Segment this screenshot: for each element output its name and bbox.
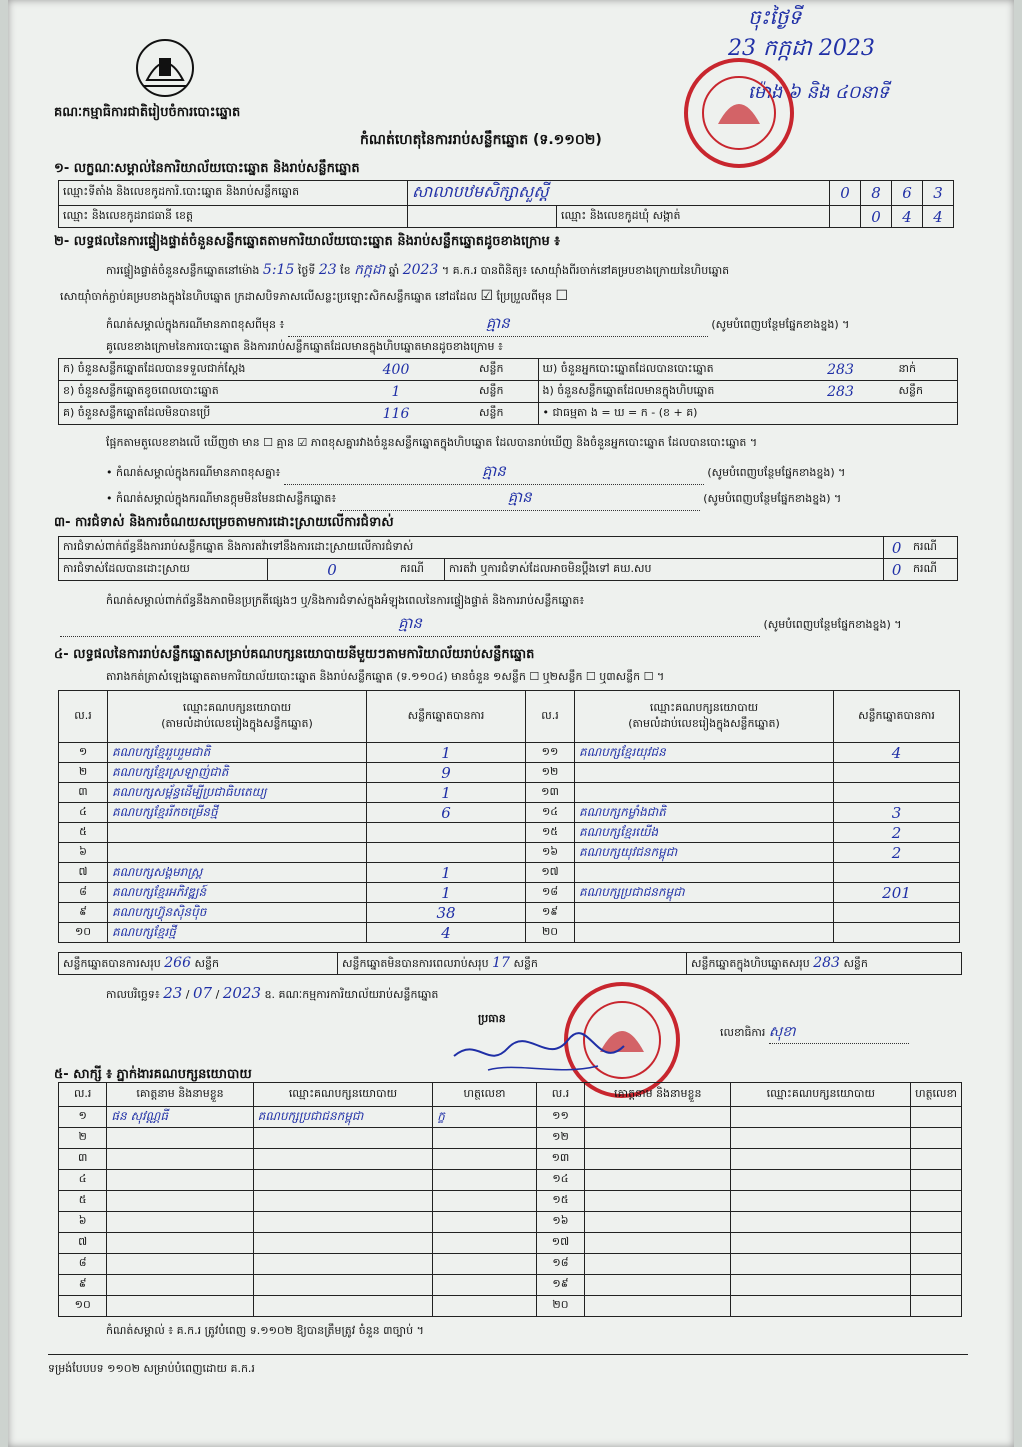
party-votes: 201 xyxy=(834,883,960,903)
witness-signature xyxy=(911,1128,962,1149)
verification-line xyxy=(106,260,966,281)
party-no: ១៥ xyxy=(526,823,575,843)
location-label: ឈ្មោះទីតាំង និងលេខកូដការិ.បោះឆ្នោត និងរាប់សន្លឹកឆ្នោត xyxy=(59,181,408,206)
commune-label: ឈ្មោះ និងលេខកូដឃុំ សង្កាត់ xyxy=(557,206,830,228)
secretary-signature: សុខា xyxy=(768,1024,796,1040)
witness-name xyxy=(107,1254,253,1275)
party-no: ៩ xyxy=(59,903,108,923)
verification-day: 23 xyxy=(318,262,337,278)
irregularity-note-label: កំណត់សម្គាល់ពាក់ព័ន្ធនឹងភាពមិនប្រក្រតីផ្សេងៗ ឬ/និងការជំទាស់ក្នុងអំឡុងពេលនៃការផ្ទៀងផ្ទាត់ និងការរាប់សន្លឹកឆ្នោត៖ xyxy=(106,594,585,607)
witness-no: ៧ xyxy=(59,1233,107,1254)
section5-heading: ៥- សាក្សី ៖ ភ្នាក់ងារគណបក្សនយោបាយ xyxy=(54,1067,252,1082)
party-votes: 2 xyxy=(834,823,960,843)
table-row xyxy=(59,1107,962,1128)
difference-note-line xyxy=(106,314,966,337)
party-votes: 3 xyxy=(834,803,960,823)
witness-no: ១៤ xyxy=(536,1170,584,1191)
witness-col-name-left: គោត្តនាម និងនាមខ្លួន xyxy=(107,1083,253,1107)
discrepancy-line: ផ្អែកតាមតួលេខខាងលើ ឃើញថា មាន ☐ គ្មាន ☑ ភាពខុសគ្នារវាងចំនួនសន្លឹកឆ្នោតក្នុងហិបឆ្នោត ដែលបានរាប់ឃើញ និងចំនួនអ្នកបោះឆ្នោត ដែលបានបោះឆ្នោត ។ xyxy=(106,436,758,449)
irregularity-note-line xyxy=(60,614,960,637)
party-no: ២ xyxy=(59,763,108,783)
changed-label: ប្រែប្រួលពីមុន xyxy=(496,290,552,303)
witness-no: ៤ xyxy=(59,1170,107,1191)
party-votes: 1 xyxy=(367,883,526,903)
table-row xyxy=(59,743,960,763)
verification-month: កក្កដា xyxy=(354,262,386,278)
section3-heading: ៣- ការជំទាស់ និងការចំណយសម្រេចតាមការដោះស្រាយលើការជំទាស់ xyxy=(54,515,394,530)
party-votes: 6 xyxy=(367,803,526,823)
spoiled-unit: សន្លឹក xyxy=(475,381,538,403)
party-no: ១៣ xyxy=(526,783,575,803)
witness-signature: ក្ខ xyxy=(433,1107,537,1128)
total-invalid-value: 17 xyxy=(492,954,510,971)
total-invalid-unit: សន្លឹក xyxy=(513,956,538,970)
total-box-unit: សន្លឹក xyxy=(843,956,868,970)
witness-no: ១៨ xyxy=(536,1254,584,1275)
col-party-right xyxy=(575,691,834,743)
figures-intro: គូលេខខាងក្រោមនៃការបោះឆ្នោត និងការរាប់សន្លឹកឆ្នោតដែលមានក្នុងហិបឆ្នោតមានដូចខាងក្រោម ៖ xyxy=(106,340,503,353)
witness-name xyxy=(107,1296,253,1317)
party-votes: 1 xyxy=(367,743,526,763)
verification-text-a: ការផ្ទៀងផ្ទាត់ចំនួនសន្លឹកឆ្នោតនៅម៉ោង xyxy=(106,264,260,277)
party-votes: 38 xyxy=(367,903,526,923)
witness-party xyxy=(253,1275,433,1296)
ballot-figures-table xyxy=(58,358,958,425)
witness-name xyxy=(107,1170,253,1191)
secretary-label: លេខាធិការ xyxy=(720,1026,766,1039)
difference-note-value: គ្មាន xyxy=(485,314,510,332)
party-no: ១២ xyxy=(526,763,575,783)
table-row xyxy=(59,1170,962,1191)
witness-signature xyxy=(433,1254,537,1275)
signing-committee: ឧ. គណៈកម្មការការិយាល័យរាប់សន្លឹកឆ្នោត xyxy=(264,988,439,1001)
witness-name xyxy=(585,1128,731,1149)
non-ballot-note-label: • កំណត់សម្គាល់ក្នុងករណីមានក្តុមមិនមែនជាសន្លឹកឆ្នោត៖ xyxy=(106,492,337,505)
witness-no: ១៧ xyxy=(536,1233,584,1254)
received-unit: សន្លឹក xyxy=(475,359,538,381)
witness-col-name-right: គោត្តនាម និងនាមខ្លួន xyxy=(585,1083,731,1107)
party-name: គណបក្សខ្មែររីកចម្រើនថ្មី xyxy=(108,803,367,823)
total-box-label: សន្លឹកឆ្នោតក្នុងហិបឆ្នោតសរុប xyxy=(691,956,810,970)
party-name: គណបក្សកម្លាំងជាតិ xyxy=(575,803,834,823)
witness-name xyxy=(585,1275,731,1296)
witness-col-no-left: ល.រ xyxy=(59,1083,107,1107)
party-name xyxy=(108,823,367,843)
section2-heading: ២- លទ្ធផលនៃការផ្ទៀងផ្ទាត់ចំនួនសន្លឹកឆ្នោតតាមការិយាល័យបោះឆ្នោត និងរាប់សន្លឹកឆ្នោតដូចខាងក្រោម ៖ xyxy=(54,234,560,249)
table-row xyxy=(59,1212,962,1233)
table-row xyxy=(59,783,960,803)
col-votes-left: សន្លឹកឆ្នោតបានការ xyxy=(367,691,526,743)
witness-signature xyxy=(911,1212,962,1233)
in-box-value: 283 xyxy=(787,381,895,403)
table-row xyxy=(59,843,960,863)
appeal-label: ការតវ៉ា ឬការជំទាស់ដែលអាចមិនប្តឹងទៅ គឃ.សប xyxy=(445,559,884,581)
party-name: គណបក្សសម្ព័ន្ធដើម្បីប្រជាធិបតេយ្យ xyxy=(108,783,367,803)
col-party-left-sub: (តាមលំដាប់លេខរៀងក្នុងសន្លឹកឆ្នោត) xyxy=(161,716,313,730)
party-name: គណបក្សខ្មែរស្រឡាញ់ជាតិ xyxy=(108,763,367,783)
party-votes: 1 xyxy=(367,863,526,883)
changed-checkbox[interactable]: ☐ xyxy=(555,288,569,304)
witness-no: ១ xyxy=(59,1107,107,1128)
party-no: ១៩ xyxy=(526,903,575,923)
col-no-left: ល.រ xyxy=(59,691,108,743)
total-invalid-label: សន្លឹកឆ្នោតមិនបានការពេលរាប់សរុប xyxy=(342,956,489,970)
witness-party xyxy=(253,1128,433,1149)
table-row xyxy=(59,1275,962,1296)
nec-emblem-icon xyxy=(133,36,197,100)
table-row xyxy=(59,1149,962,1170)
non-ballot-note-line xyxy=(106,488,966,511)
non-ballot-note-value: គ្មាន xyxy=(507,488,532,506)
signing-date-line: កាលបរិច្ឆេទ៖ 23 / 07 / 2023 ឧ. គណៈកម្មការការិយាល័យរាប់សន្លឹកឆ្នោត xyxy=(106,984,439,1002)
appeal-unit: ករណី xyxy=(909,559,958,581)
witness-no: ១៦ xyxy=(536,1212,584,1233)
witness-col-no-right: ល.រ xyxy=(536,1083,584,1107)
commune-code-2: 4 xyxy=(892,206,923,228)
witness-party xyxy=(731,1275,911,1296)
witness-party xyxy=(731,1107,911,1128)
spoiled-value: 1 xyxy=(317,381,475,403)
totals-table xyxy=(58,952,962,975)
witness-party xyxy=(731,1212,911,1233)
witness-name xyxy=(585,1191,731,1212)
party-name: គណបក្សខ្មែររួបរួមជាតិ xyxy=(108,743,367,763)
objections-unit: ករណី xyxy=(909,537,958,559)
witness-signature xyxy=(433,1296,537,1317)
objections-label: ការជំទាស់ពាក់ព័ន្ធនឹងការរាប់សន្លឹកឆ្នោត និងការតវ៉ាទៅនឹងការដោះស្រាយលើការជំទាស់ xyxy=(59,537,884,559)
handwritten-date-line3: ម៉ោង ៦ និង ៤០នាទី xyxy=(748,82,890,103)
province-label: ឈ្មោះ និងលេខកូដរាជធានី ខេត្ត xyxy=(59,206,408,228)
party-no: ៥ xyxy=(59,823,108,843)
witness-signature xyxy=(911,1149,962,1170)
witness-no: ៦ xyxy=(59,1212,107,1233)
in-box-label: ង) ចំនួនសន្លឹកឆ្នោតដែលមានក្នុងហិបឆ្នោត xyxy=(538,381,787,403)
witness-no: ១៣ xyxy=(536,1149,584,1170)
signing-date-year: 2023 xyxy=(222,984,261,1002)
section4-heading: ៤- លទ្ធផលនៃការរាប់សន្លឹកឆ្នោតសម្រាប់គណបក្សនយោបាយនីមួយៗតាមការិយាល័យរាប់សន្លឹកឆ្នោត xyxy=(54,647,535,662)
witness-name xyxy=(107,1149,253,1170)
party-results-table xyxy=(58,690,960,943)
party-votes xyxy=(834,863,960,883)
party-votes xyxy=(834,783,960,803)
irregularity-note-value: គ្មាន xyxy=(398,614,422,632)
verification-text-c: ខែ xyxy=(340,264,351,277)
location-code-3: 6 xyxy=(892,181,923,206)
chair-signature-icon xyxy=(448,1026,628,1080)
party-name: គណបក្សខ្មែរយើង xyxy=(575,823,834,843)
party-no: ១ xyxy=(59,743,108,763)
table-row xyxy=(59,863,960,883)
signing-date-month: 07 xyxy=(193,984,213,1002)
tally-sheet-line: តារាងកត់ត្រាសំឡេងឆ្នោតតាមការិយាល័យបោះឆ្នោត និងរាប់សន្លឹកឆ្នោត (ទ.១១០៤) មានចំនួន ១សន្លឹក ☐ ឬ២សន្លឹក ☐ ឬ៣សន្លឹក ☐ ។ xyxy=(106,670,665,683)
fill-hint-2: (សូមបំពេញបន្ថែមផ្នែកខាងខ្នង) ។ xyxy=(707,466,846,479)
witness-no: ១៥ xyxy=(536,1191,584,1212)
section1-heading: ១- លក្ខណៈសម្គាល់នៃការិយាល័យបោះឆ្នោត និងរាប់សន្លឹកឆ្នោត xyxy=(54,161,360,176)
witness-no: ១១ xyxy=(536,1107,584,1128)
witness-name xyxy=(107,1128,253,1149)
objections-table xyxy=(58,536,958,581)
form-title: កំណត់ហេតុនៃការរាប់សន្លឹកឆ្នោត (ទ.១១០២) xyxy=(360,132,602,148)
resolved-unit: ករណី xyxy=(396,559,445,581)
party-votes xyxy=(367,843,526,863)
party-no: ១៧ xyxy=(526,863,575,883)
party-votes: 1 xyxy=(367,783,526,803)
party-name: គណបក្សខ្មែរអភិវឌ្ឍន៍ xyxy=(108,883,367,903)
resolved-label: ការជំទាស់ដែលបានដោះស្រាយ xyxy=(59,559,268,581)
witness-name xyxy=(585,1296,731,1317)
table-row xyxy=(59,1128,962,1149)
party-no: ១៤ xyxy=(526,803,575,823)
witness-signature xyxy=(433,1128,537,1149)
table-row xyxy=(59,1191,962,1212)
party-votes: 2 xyxy=(834,843,960,863)
unchanged-checkbox[interactable]: ☑ xyxy=(480,288,494,304)
table-row xyxy=(59,763,960,783)
witness-name xyxy=(107,1233,253,1254)
witness-party xyxy=(253,1170,433,1191)
witness-no: ២០ xyxy=(536,1296,584,1317)
party-no: ៦ xyxy=(59,843,108,863)
committee-name: គណៈកម្មាធិការជាតិរៀបចំការបោះឆ្នោត xyxy=(54,105,241,120)
party-votes xyxy=(367,823,526,843)
seal-check-text: សោយ៉ាំចាក់ភ្ជាប់គម្របខាងក្នុងនៃហិបឆ្នោត ក្រដាសបិទភាសលើសន្លះប្រឡោះសិកសន្លឹកឆ្នោត នៅដដែល xyxy=(60,290,477,303)
witness-no: ៥ xyxy=(59,1191,107,1212)
party-votes: 4 xyxy=(367,923,526,943)
in-box-unit: សន្លឹក xyxy=(895,381,958,403)
form-page xyxy=(8,0,1014,1447)
discrepancy-note-value: គ្មាន xyxy=(481,462,506,480)
witness-signature xyxy=(911,1107,962,1128)
witness-name xyxy=(107,1191,253,1212)
witness-party xyxy=(253,1212,433,1233)
witness-name xyxy=(107,1275,253,1296)
witness-party xyxy=(253,1149,433,1170)
table-row xyxy=(59,823,960,843)
witness-no: ៩ xyxy=(59,1275,107,1296)
verification-text-b: ថ្ងៃទី xyxy=(297,264,316,277)
party-no: ២០ xyxy=(526,923,575,943)
party-votes xyxy=(834,923,960,943)
voters-unit: នាក់ xyxy=(895,359,958,381)
party-name: គណបក្សប្រជាជនកម្ពុជា xyxy=(575,883,834,903)
table-row xyxy=(59,1233,962,1254)
party-name xyxy=(108,843,367,863)
received-value: 400 xyxy=(317,359,475,381)
resolved-value: 0 xyxy=(268,559,397,581)
party-name xyxy=(575,863,834,883)
witness-signature xyxy=(911,1296,962,1317)
verification-text-e: ។ គ.ក.រ បានពិនិត្យ៖ សោយ៉ាំងពីរចាក់នៅគម្របខាងក្រោយនៃហិបឆ្នោត xyxy=(441,264,730,277)
location-value: សាលាបឋមសិក្សាសួស្តី xyxy=(408,181,830,206)
chair-label: ប្រធាន xyxy=(478,1012,506,1025)
party-name xyxy=(575,923,834,943)
verification-time: 5:15 xyxy=(262,262,295,278)
table-row xyxy=(59,1296,962,1317)
party-name: គណបក្សហ៊្វុនស៊ិនប៉ិច xyxy=(108,903,367,923)
col-votes-right: សន្លឹកឆ្នោតបានការ xyxy=(834,691,960,743)
witness-table xyxy=(58,1082,962,1317)
secretary-line xyxy=(720,1022,909,1044)
fill-hint-3: (សូមបំពេញបន្ថែមផ្នែកខាងខ្នង) ។ xyxy=(703,492,842,505)
party-name: គណបក្សសង្គមរាស្ត្រ xyxy=(108,863,367,883)
table-row xyxy=(59,883,960,903)
seal-check-line xyxy=(60,288,960,306)
table-row xyxy=(59,903,960,923)
location-code-2: 8 xyxy=(861,181,892,206)
signing-date-label: កាលបរិច្ឆេទ៖ xyxy=(106,988,160,1001)
witness-signature xyxy=(433,1212,537,1233)
witness-party xyxy=(731,1149,911,1170)
party-no: ១០ xyxy=(59,923,108,943)
received-label: ក) ចំនួនសន្លឹកឆ្នោតដែលបានទទួលជាក់ស្តែង xyxy=(59,359,318,381)
voters-value: 283 xyxy=(787,359,895,381)
col-party-right-sub: (តាមលំដាប់លេខរៀងក្នុងសន្លឹកឆ្នោត) xyxy=(628,716,780,730)
witness-name xyxy=(585,1170,731,1191)
verification-text-d: ឆ្នាំ xyxy=(388,264,400,277)
witness-signature xyxy=(911,1254,962,1275)
party-votes: 4 xyxy=(834,743,960,763)
col-no-right: ល.រ xyxy=(526,691,575,743)
witness-party xyxy=(731,1191,911,1212)
witness-col-sign-right: ហត្ថលេខា xyxy=(911,1083,962,1107)
unused-value: 116 xyxy=(317,403,475,425)
party-name xyxy=(575,783,834,803)
handwritten-date-line2: 23 កក្កដា 2023 xyxy=(728,36,875,61)
witness-col-sign-left: ហត្ថលេខា xyxy=(433,1083,537,1107)
witness-party xyxy=(731,1170,911,1191)
witness-name xyxy=(585,1149,731,1170)
fill-hint-4: (សូមបំពេញបន្ថែមផ្នែកខាងខ្នង) ។ xyxy=(763,618,902,631)
total-valid-unit: សន្លឹក xyxy=(194,956,219,970)
footer-divider xyxy=(48,1354,968,1355)
unused-unit: សន្លឹក xyxy=(475,403,538,425)
total-valid-cell xyxy=(59,953,338,975)
witness-party xyxy=(731,1233,911,1254)
party-name: គណបក្សខ្មែរថ្មី xyxy=(108,923,367,943)
witness-signature xyxy=(911,1170,962,1191)
spoiled-label: ខ) ចំនួនសន្លឹកឆ្នោតខូចពេលបោះឆ្នោត xyxy=(59,381,318,403)
col-party-left xyxy=(108,691,367,743)
footnote: កំណត់សម្គាល់ ៖ គ.ក.រ ត្រូវបំពេញ ទ.១១០២ ឱ្យបានត្រឹមត្រូវ ចំនួន ៣ច្បាប់ ។ xyxy=(106,1324,424,1337)
witness-no: ៨ xyxy=(59,1254,107,1275)
total-box-cell xyxy=(687,953,962,975)
witness-col-party-right: ឈ្មោះគណបក្សនយោបាយ xyxy=(731,1083,911,1107)
witness-no: ១២ xyxy=(536,1128,584,1149)
party-no: ៧ xyxy=(59,863,108,883)
commune-code-3: 4 xyxy=(923,206,954,228)
witness-party xyxy=(731,1296,911,1317)
verification-year: 2023 xyxy=(402,262,439,278)
witness-no: ១៩ xyxy=(536,1275,584,1296)
witness-no: ៣ xyxy=(59,1149,107,1170)
party-no: ៣ xyxy=(59,783,108,803)
party-name xyxy=(575,903,834,923)
witness-signature xyxy=(433,1191,537,1212)
handwritten-date-line1: ចុះថ្ងៃទី xyxy=(748,5,802,29)
witness-name: ផន សុវណ្ណធី xyxy=(107,1107,253,1128)
party-no: ៤ xyxy=(59,803,108,823)
discrepancy-note-line xyxy=(106,462,966,485)
party-name xyxy=(575,763,834,783)
witness-name xyxy=(585,1107,731,1128)
party-votes xyxy=(834,763,960,783)
location-code-4: 3 xyxy=(923,181,954,206)
witness-party xyxy=(253,1296,433,1317)
witness-signature xyxy=(433,1233,537,1254)
party-name: គណបក្សយុវជនកម្ពុជា xyxy=(575,843,834,863)
witness-party xyxy=(731,1254,911,1275)
witness-col-party-left: ឈ្មោះគណបក្សនយោបាយ xyxy=(253,1083,433,1107)
witness-signature xyxy=(433,1170,537,1191)
table-row xyxy=(59,1254,962,1275)
total-valid-label: សន្លឹកឆ្នោតបានការសរុប xyxy=(63,956,161,970)
location-code-1: 0 xyxy=(830,181,861,206)
formula-note: • ជាធម្មតា ង = ឃ = ក - (ខ + គ) xyxy=(538,403,958,425)
witness-signature xyxy=(911,1233,962,1254)
total-invalid-cell xyxy=(338,953,687,975)
witness-signature xyxy=(911,1191,962,1212)
section1-table xyxy=(58,180,954,228)
party-name: គណបក្សខ្មែរយុវជន xyxy=(575,743,834,763)
witness-no: ១០ xyxy=(59,1296,107,1317)
form-note: ទម្រង់បែបបទ ១១០២ សម្រាប់បំពេញដោយ គ.ក.រ xyxy=(48,1362,255,1375)
total-valid-value: 266 xyxy=(164,954,191,971)
voters-label: ឃ) ចំនួនអ្នកបោះឆ្នោតដែលបានបោះឆ្នោត xyxy=(538,359,787,381)
unused-label: គ) ចំនួនសន្លឹកឆ្នោតដែលមិនបានប្រើ xyxy=(59,403,318,425)
party-votes: 9 xyxy=(367,763,526,783)
witness-name xyxy=(585,1212,731,1233)
witness-party xyxy=(253,1233,433,1254)
party-no: ១១ xyxy=(526,743,575,763)
appeal-value: 0 xyxy=(884,559,909,581)
commune-code-1: 0 xyxy=(861,206,892,228)
party-no: ១៦ xyxy=(526,843,575,863)
table-row xyxy=(59,923,960,943)
fill-hint-1: (សូមបំពេញបន្ថែមផ្នែកខាងខ្នង) ។ xyxy=(711,318,850,331)
witness-signature xyxy=(433,1275,537,1296)
witness-party xyxy=(731,1128,911,1149)
objections-value: 0 xyxy=(884,537,909,559)
witness-party xyxy=(253,1254,433,1275)
difference-note-label: កំណត់សម្គាល់ក្នុងករណីមានភាពខុសពីមុន ៖ xyxy=(106,318,285,331)
witness-name xyxy=(585,1254,731,1275)
witness-party xyxy=(253,1191,433,1212)
col-party-right-title: ឈ្មោះគណបក្សនយោបាយ xyxy=(649,700,759,714)
table-row xyxy=(59,803,960,823)
total-box-value: 283 xyxy=(813,954,840,971)
party-votes xyxy=(834,903,960,923)
party-no: ១៨ xyxy=(526,883,575,903)
col-party-left-title: ឈ្មោះគណបក្សនយោបាយ xyxy=(182,700,292,714)
witness-signature xyxy=(433,1149,537,1170)
official-stamp-top xyxy=(684,58,794,168)
witness-no: ២ xyxy=(59,1128,107,1149)
witness-party: គណបក្សប្រជាជនកម្ពុជា xyxy=(253,1107,433,1128)
party-no: ៨ xyxy=(59,883,108,903)
signing-date-day: 23 xyxy=(163,984,183,1002)
witness-signature xyxy=(911,1275,962,1296)
witness-name xyxy=(107,1212,253,1233)
discrepancy-note-label: • កំណត់សម្គាល់ក្នុងករណីមានភាពខុសគ្នា៖ xyxy=(106,466,281,479)
witness-name xyxy=(585,1233,731,1254)
